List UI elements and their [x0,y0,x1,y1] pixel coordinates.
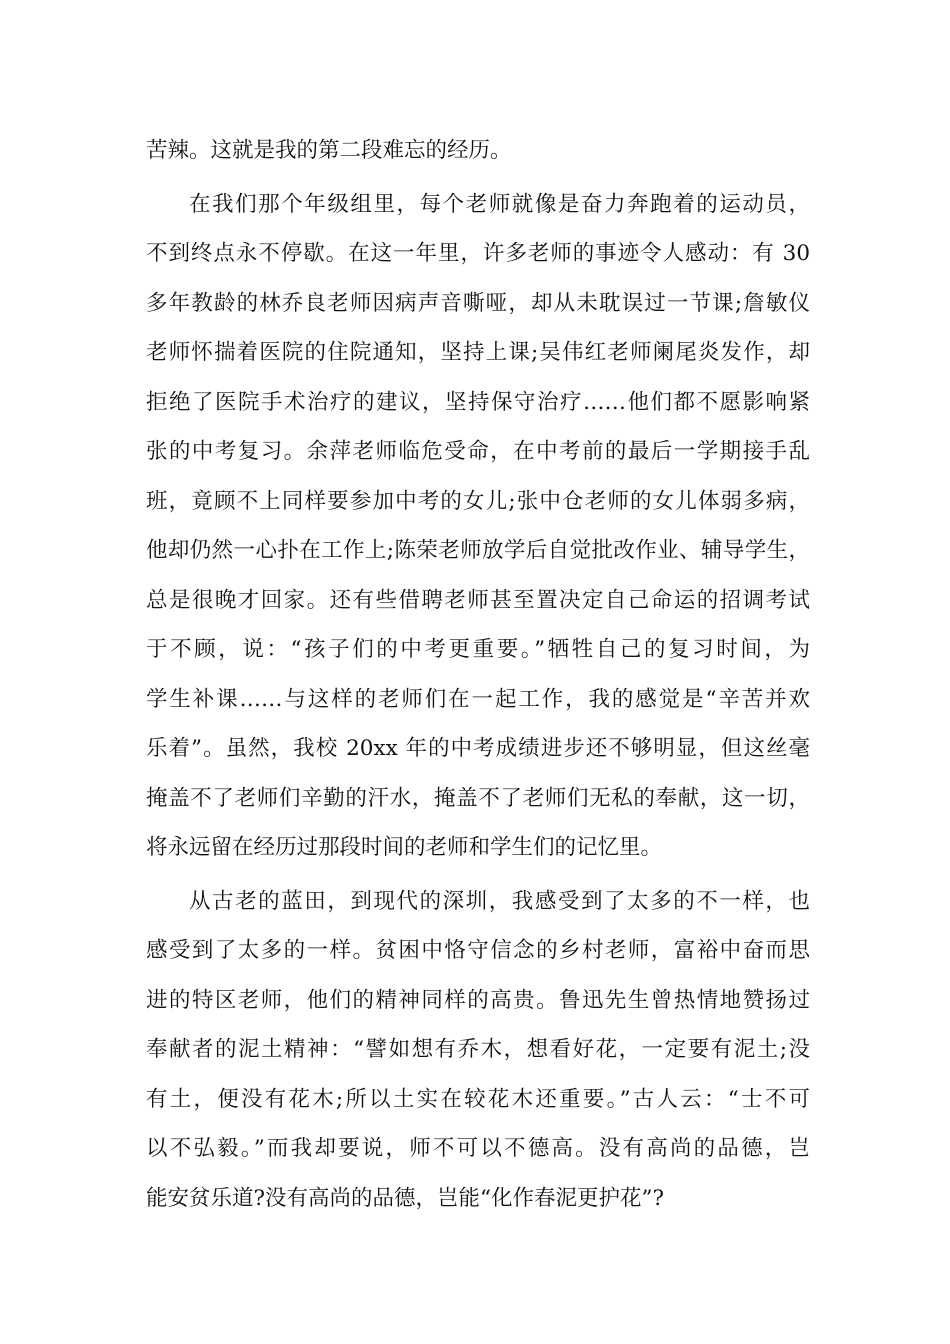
text-line: 多年教龄的林乔良老师因病声音嘶哑，却从未耽误过一节课;詹敏仪 [146,290,810,316]
text-line: 学生补课……与这样的老师们在一起工作，我的感觉是“辛苦并欢 [146,686,810,712]
text-line: 乐着”。虽然，我校 20xx 年的中考成绩进步还不够明显，但这丝毫 [146,736,810,761]
document-body [146,126,810,1227]
text-line: 掩盖不了老师们辛勤的汗水，掩盖不了老师们无私的奉献，这一切， [146,785,810,811]
text-line: 有土，便没有花木;所以土实在较花木还重要。”古人云：“士不可 [146,1086,810,1112]
text-line: 苦辣。这就是我的第二段难忘的经历。 [146,138,512,163]
text-line: 以不弘毅。”而我却要说，师不可以不德高。没有高尚的品德，岂 [146,1136,810,1161]
paragraph-2 [146,180,810,873]
text-line: 将永远留在经历过那段时间的老师和学生们的记忆里。 [146,835,663,860]
paragraph-1 [146,126,810,176]
text-line: 从古老的蓝田，到现代的深圳，我感受到了太多的不一样，也 [189,888,810,914]
text-line: 在我们那个年级组里，每个老师就像是奋力奔跑着的运动员， [189,191,810,217]
text-line: 不到终点永不停歇。在这一年里，许多老师的事迹令人感动：有 30 [146,241,810,266]
text-line: 总是很晚才回家。还有些借聘老师甚至置决定自己命运的招调考试 [146,587,810,613]
text-line: 拒绝了医院手术治疗的建议，坚持保守治疗……他们都不愿影响紧 [146,389,810,415]
text-line: 感受到了太多的一样。贫困中恪守信念的乡村老师，富裕中奋而思 [146,938,810,963]
text-line: 他却仍然一心扑在工作上;陈荣老师放学后自觉批改作业、辅导学生， [146,538,810,563]
paragraph-3 [146,877,810,1224]
text-line: 老师怀揣着医院的住院通知，坚持上课;吴伟红老师阑尾炎发作，却 [146,340,810,365]
text-line: 奉献者的泥土精神：“譬如想有乔木，想看好花，一定要有泥土;没 [146,1037,810,1062]
text-line: 于不顾，说：“孩子们的中考更重要。”牺牲自己的复习时间，为 [146,637,810,662]
text-line: 能安贫乐道?没有高尚的品德，岂能“化作春泥更护花”? [146,1185,665,1211]
text-line: 张的中考复习。余萍老师临危受命，在中考前的最后一学期接手乱 [146,439,810,464]
text-line: 进的特区老师，他们的精神同样的高贵。鲁迅先生曾热情地赞扬过 [146,987,810,1013]
text-line: 班，竟顾不上同样要参加中考的女儿;张中仓老师的女儿体弱多病， [146,488,810,514]
